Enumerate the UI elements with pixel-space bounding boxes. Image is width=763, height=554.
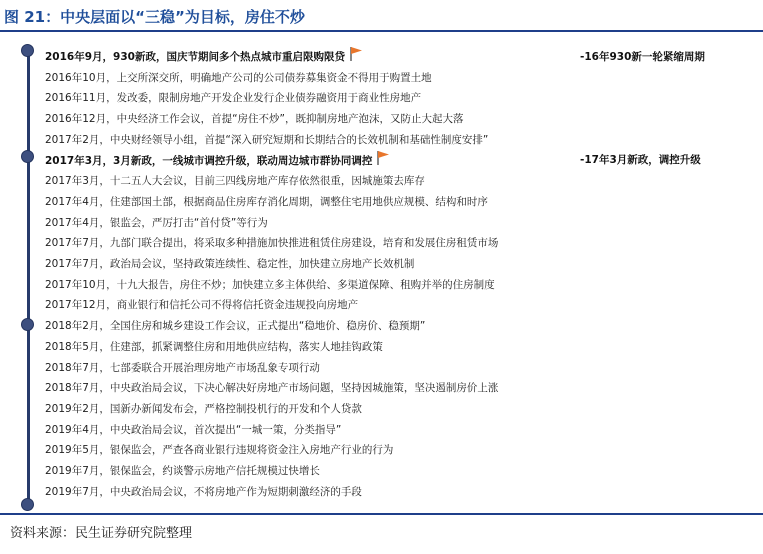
timeline-event bbox=[45, 298, 358, 312]
event-text: 2019年2月，国新办新闻发布会，严格控制投机行的开发和个人贷款 bbox=[45, 402, 362, 415]
source-note: 资料来源：民生证券研究院整理 bbox=[10, 526, 193, 541]
event-text: 2016年11月，发改委，限制房地产开发企业发行企业债券融资用于商业性房地产 bbox=[45, 92, 422, 105]
timeline-node bbox=[21, 44, 34, 57]
annotation-2016-930: -16年930新一轮紧缩周期 bbox=[580, 51, 705, 63]
event-text: 2017年12月，商业银行和信托公司不得将信托资金违规投向房地产 bbox=[45, 299, 359, 312]
timeline-event bbox=[45, 423, 341, 437]
timeline-event bbox=[45, 71, 432, 85]
event-text: 2018年5月，住建部，抓紧调整住房和用地供应结构，落实人地挂钩政策 bbox=[45, 340, 383, 353]
event-text: 2019年7月，银保监会，约谈警示房地产信托规模过快增长 bbox=[45, 465, 320, 477]
timeline-event bbox=[45, 91, 421, 105]
bottom-rule bbox=[0, 513, 763, 515]
timeline-event bbox=[45, 402, 362, 416]
timeline-event bbox=[45, 154, 391, 168]
timeline-event bbox=[45, 319, 425, 333]
event-text: 2017年3月，3月新政，一线城市调控升级，联动周边城市群协同调控 bbox=[45, 154, 373, 167]
event-text: 2016年12月，中央经济工作会议，首提“房住不炒”，既抑制房地产泡沫，又防止大起大落 bbox=[45, 113, 464, 126]
event-text: 2017年10月，十九大报告，房住不炒；加快建立多主体供给、多渠道保障、租购并举的住房制度 bbox=[45, 278, 495, 291]
flag-icon bbox=[375, 150, 391, 166]
event-text: 2019年4月，中央政治局会议，首次提出“一城一策，分类指导” bbox=[45, 423, 342, 436]
flag-icon bbox=[348, 46, 364, 62]
timeline-event bbox=[45, 112, 463, 126]
event-text: 2016年9月，930新政，国庆节期间多个热点城市重启限购限贷 bbox=[45, 51, 345, 63]
event-text: 2018年7月，七部委联合开展治理房地产市场乱象专项行动 bbox=[45, 361, 320, 374]
event-text: 2017年4月，银监会，严厉打击“首付贷”等行为 bbox=[45, 216, 268, 229]
timeline-line bbox=[27, 50, 30, 505]
timeline-event bbox=[45, 257, 414, 271]
timeline-event bbox=[45, 485, 362, 499]
timeline-event bbox=[45, 340, 383, 354]
timeline-event bbox=[45, 381, 498, 395]
event-text: 2017年3月，十二五人大会议，目前三四线房地产库存依然很重，因城施策去库存 bbox=[45, 175, 425, 188]
timeline-node bbox=[21, 150, 34, 163]
timeline-event bbox=[45, 133, 488, 147]
timeline-event bbox=[45, 195, 488, 209]
timeline-event bbox=[45, 236, 498, 250]
timeline-node bbox=[21, 498, 34, 511]
timeline-event bbox=[45, 216, 268, 230]
timeline-event bbox=[45, 464, 320, 478]
event-text: 2019年5月，银保监会，严查各商业银行违规将资金注入房地产行业的行为 bbox=[45, 444, 394, 457]
timeline-event bbox=[45, 174, 425, 188]
timeline-node bbox=[21, 318, 34, 331]
top-rule bbox=[0, 30, 763, 32]
event-text: 2017年4月，住建部国土部，根据商品住房库存消化周期，调整住宅用地供应规模、结构和时序 bbox=[45, 195, 488, 208]
timeline-event bbox=[45, 361, 320, 375]
event-text: 2018年2月，全国住房和城乡建设工作会议，正式提出“稳地价、稳房价、稳预期” bbox=[45, 320, 426, 333]
timeline-event bbox=[45, 443, 393, 457]
event-text: 2018年7月，中央政治局会议，下决心解决好房地产市场问题，坚持因城施策，坚决遏制房价上涨 bbox=[45, 382, 499, 395]
annotation-2017-march: -17年3月新政，调控升级 bbox=[580, 154, 701, 166]
event-text: 2016年10月，上交所深交所，明确地产公司的公司债券募集资金不得用于购置土地 bbox=[45, 71, 432, 84]
event-text: 2017年7月，政治局会议，坚持政策连续性、稳定性，加快建立房地产长效机制 bbox=[45, 258, 415, 270]
event-text: 2017年7月，九部门联合提出，将采取多种措施加快推进租赁住房建设，培育和发展住房租赁市场 bbox=[45, 237, 499, 250]
event-text: 2019年7月，中央政治局会议，不将房地产作为短期刺激经济的手段 bbox=[45, 485, 362, 498]
figure-title: 图 21：中央层面以“三稳”为目标，房住不炒 bbox=[4, 8, 305, 26]
timeline-event bbox=[45, 50, 364, 64]
event-text: 2017年2月，中央财经领导小组，首提“深入研究短期和长期结合的长效机制和基础性制度安排” bbox=[45, 133, 489, 146]
timeline-event bbox=[45, 278, 495, 292]
